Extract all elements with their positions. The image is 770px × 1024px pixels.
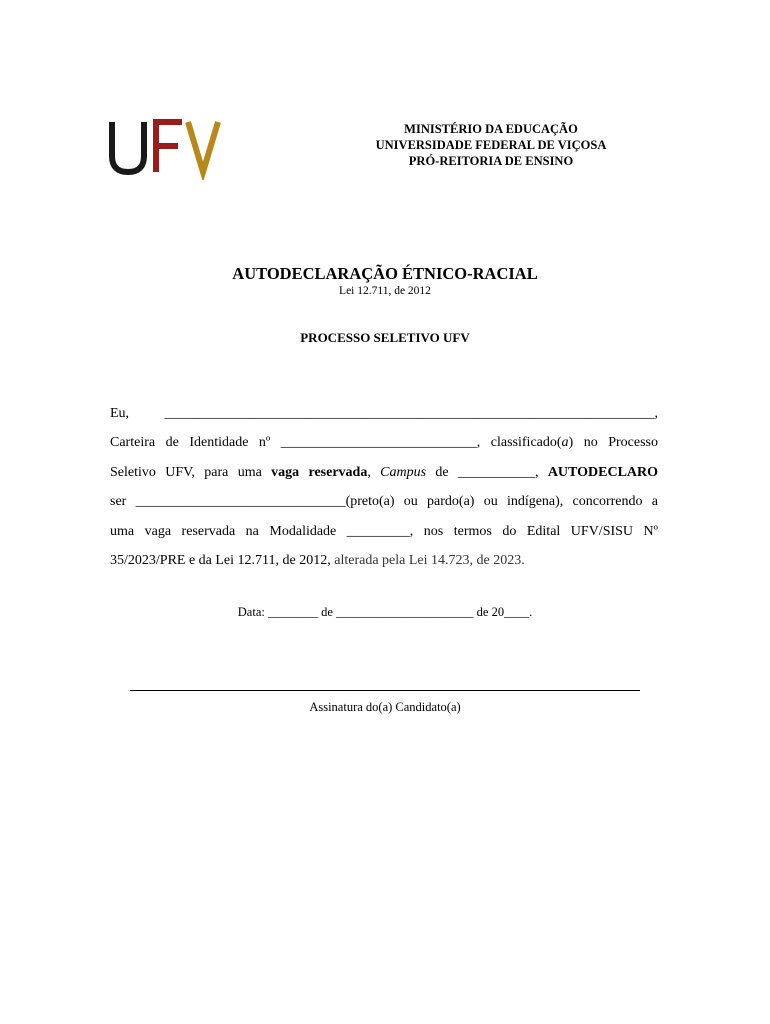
body-line-vacancy: [110, 465, 658, 481]
body-line-id: [110, 435, 658, 451]
header-ministry: MINISTÉRIO DA EDUCAÇÃO: [404, 122, 578, 136]
id-italic: a: [561, 435, 569, 450]
ufv-logo-graphic: [108, 118, 224, 180]
logo-v-shape: [188, 122, 218, 172]
vacancy-bold: vaga reservada: [271, 465, 368, 480]
vacancy-comma: ,: [367, 465, 381, 480]
race-field-line: ser ______________________________(preto(a) ou pardo(a) ou indígena), concorrendo a: [110, 494, 658, 509]
body-line-race: [110, 494, 658, 510]
body-line-law: [110, 553, 658, 569]
law-text: 35/2023/PRE e da Lei 12.711, de 2012,: [110, 553, 335, 568]
ufv-logo: [108, 118, 224, 180]
campus-italic: Campus: [380, 465, 427, 480]
id-text: Carteira de Identidade nº ____________________________, classificado(: [110, 435, 562, 450]
date-line: Data: ________ de ______________________ de 20____.: [237, 605, 533, 619]
autodeclaro-bold: AUTODECLARO: [547, 465, 658, 480]
campus-field: de ___________,: [426, 465, 548, 480]
modality-line: uma vaga reservada na Modalidade _________, nos termos do Edital UFV/SISU Nº: [110, 524, 658, 539]
document-subtitle: Lei 12.711, de 2012: [339, 285, 431, 297]
vacancy-text: Seletivo UFV, para uma: [110, 465, 272, 480]
name-field-line: Eu, ______________________________________________________________________,: [110, 406, 658, 421]
document-title: AUTODECLARAÇÃO ÉTNICO-RACIAL: [232, 264, 538, 283]
law-amendment: alterada pela Lei 14.723, de 2023.: [334, 553, 525, 568]
signature-line: [130, 690, 640, 691]
process-title: PROCESSO SELETIVO UFV: [300, 330, 470, 345]
body-line-modality: [110, 524, 658, 540]
body-line-name: [110, 406, 658, 422]
logo-u-shape: [112, 122, 144, 172]
id-text-end: ) no Processo: [568, 435, 658, 450]
signature-label: Assinatura do(a) Candidato(a): [309, 700, 461, 714]
header-dean-office: PRÓ-REITORIA DE ENSINO: [408, 154, 574, 168]
logo-f-shape: [156, 122, 182, 172]
header-university: UNIVERSIDADE FEDERAL DE VIÇOSA: [375, 138, 607, 152]
institution-header: [340, 121, 642, 169]
